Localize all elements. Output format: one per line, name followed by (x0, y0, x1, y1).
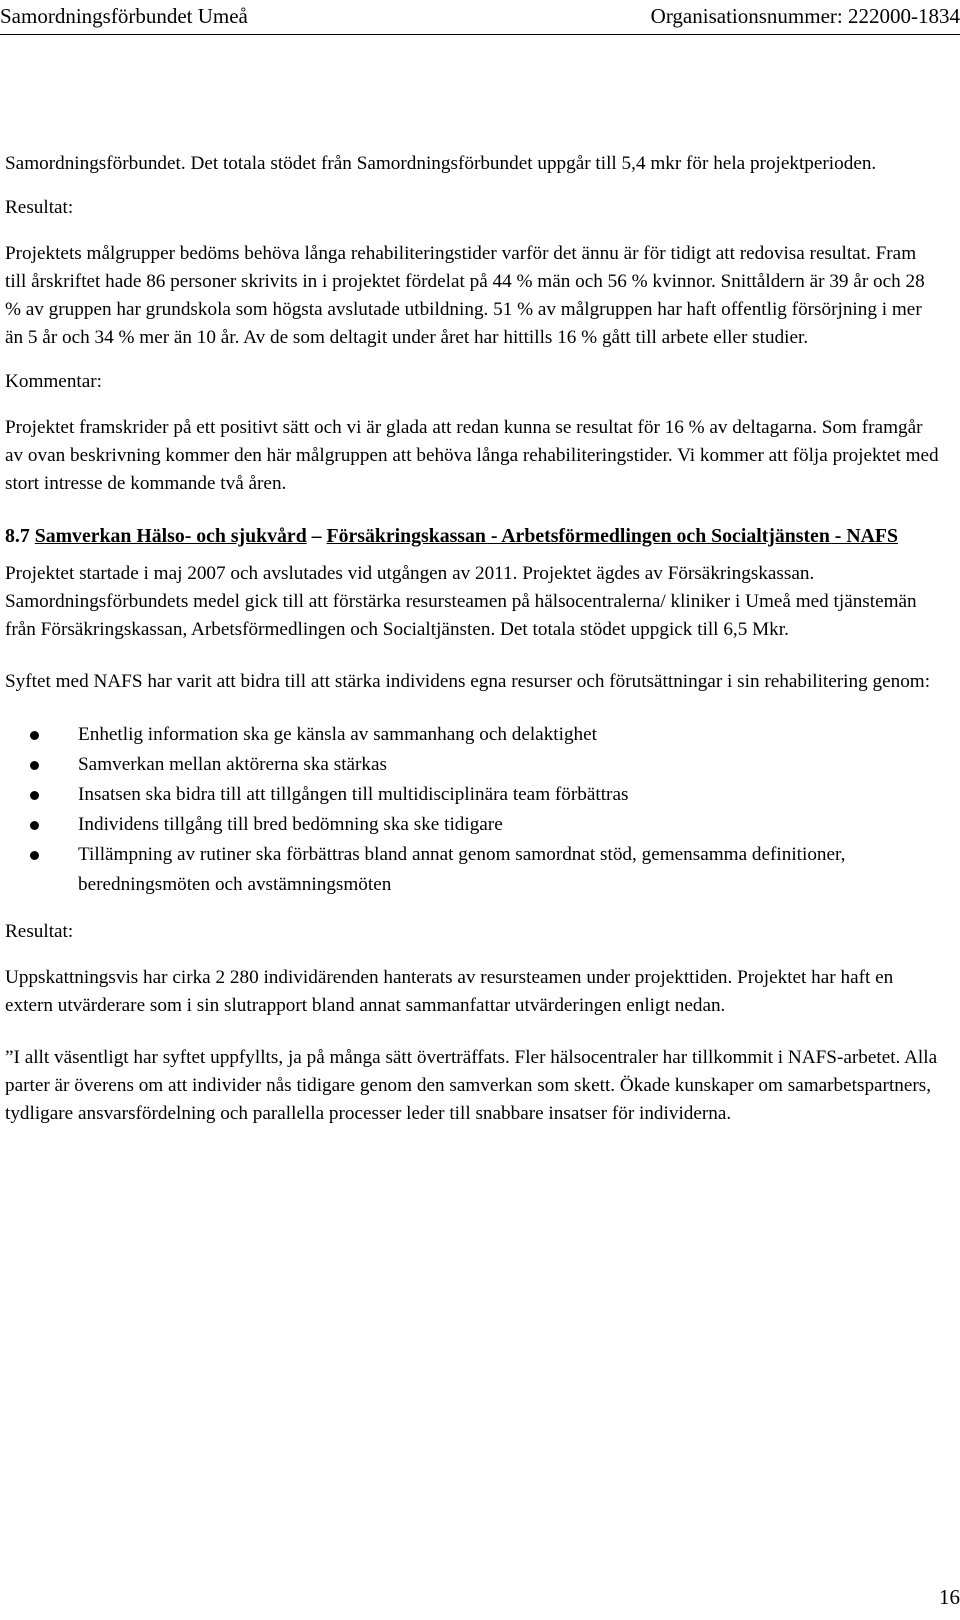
bullet-icon (30, 821, 39, 830)
section-number: 8.7 (5, 525, 30, 547)
bullet-icon (30, 791, 39, 800)
bullet-icon (30, 731, 39, 740)
section-heading (5, 522, 940, 550)
section-title-dash: – (306, 525, 327, 547)
section-result-label: Resultat: (5, 921, 74, 942)
section-title-part1: Samverkan Hälso- och sjukvård (34, 525, 307, 547)
list-item-text: Enhetlig information ska ge känsla av sammanhang och delaktighet (78, 724, 597, 745)
list-item-text: Tillämpning av rutiner ska förbättras bland annat genom samordnat stöd, gemensamma definitioner, beredningsmöten och avstämningsmöten (78, 844, 846, 895)
list-item (5, 750, 940, 780)
list-item (5, 810, 940, 840)
document-body (5, 150, 940, 1128)
list-item-text: Individens tillgång till bred bedömning ska ske tidigare (78, 814, 503, 835)
header-organization-name: Samordningsförbundet Umeå (0, 4, 248, 28)
comment-paragraph: Projektet framskrider på ett positivt sätt och vi är glada att redan kunna se resultat för 16 % av deltagarna. Som framgår av ovan beskrivning kommer den här målgruppen att behöva långa rehabiliteringstider. Vi kommer att följa projektet med stort intresse de kommande två åren. (5, 417, 939, 494)
result-label: Resultat: (5, 197, 74, 218)
bullet-icon (30, 851, 39, 860)
section-paragraph-1: Projektet startade i maj 2007 och avslutades vid utgången av 2011. Projektet ägdes av Försäkringskassan. Samordningsförbundets medel gick till att förstärka resursteamen på hälsocentralerna/ kliniker i Umeå med tjänstemän från Försäkringskassan, Arbetsförmedlingen och Socialtjänsten. Det totala stödet uppgick till 6,5 Mkr. (5, 563, 917, 640)
section-paragraph-2: Syftet med NAFS har varit att bidra till att stärka individens egna resurser och förutsättningar i sin rehabilitering genom: (5, 671, 931, 692)
list-item-text: Insatsen ska bidra till att tillgången till multidisciplinära team förbättras (78, 784, 629, 805)
intro-paragraph: Samordningsförbundet. Det totala stödet från Samordningsförbundet uppgår till 5,4 mkr för hela projektperioden. (5, 153, 877, 174)
page-number: 16 (939, 1585, 960, 1609)
list-item (5, 840, 940, 900)
list-item (5, 720, 940, 750)
bullet-icon (30, 761, 39, 770)
evaluation-quote: ”I allt väsentligt har syftet uppfyllts, ja på många sätt överträffats. Fler hälsocentraler har tillkommit i NAFS-arbetet. Alla parter är överens om att individer nås tidigare genom den samverkan som skett. Ökade kunskaper om samarbetspartners, tydligare ansvarsfördelning och parallella processer leder till snabbare insatser för individerna. (5, 1047, 938, 1124)
goals-list (5, 720, 940, 900)
comment-label: Kommentar: (5, 371, 102, 392)
page-header (0, 0, 960, 35)
section-title-part2: Försäkringskassan - Arbetsförmedlingen och Socialtjänsten - NAFS (326, 525, 898, 547)
list-item (5, 780, 940, 810)
result-paragraph: Projektets målgrupper bedöms behöva långa rehabiliteringstider varför det ännu är för tidigt att redovisa resultat. Fram till årskriftet hade 86 personer skrivits in i projektet fördelat på 44 % män och 56 % kvinnor. Snittåldern är 39 år och 28 % av gruppen har grundskola som högsta avslutade utbildning. 51 % av målgruppen har haft offentlig försörjning i mer än 5 år och 34 % mer än 10 år. Av de som deltagit under året har hittills 16 % gått till arbete eller studier. (5, 243, 925, 348)
section-result-paragraph: Uppskattningsvis har cirka 2 280 individärenden hanterats av resursteamen under projekttiden. Projektet har haft en extern utvärderare som i sin slutrapport bland annat sammanfattar utvärderingen enligt nedan. (5, 967, 894, 1016)
header-organization-number: Organisationsnummer: 222000-1834 (650, 4, 960, 28)
list-item-text: Samverkan mellan aktörerna ska stärkas (78, 754, 388, 775)
